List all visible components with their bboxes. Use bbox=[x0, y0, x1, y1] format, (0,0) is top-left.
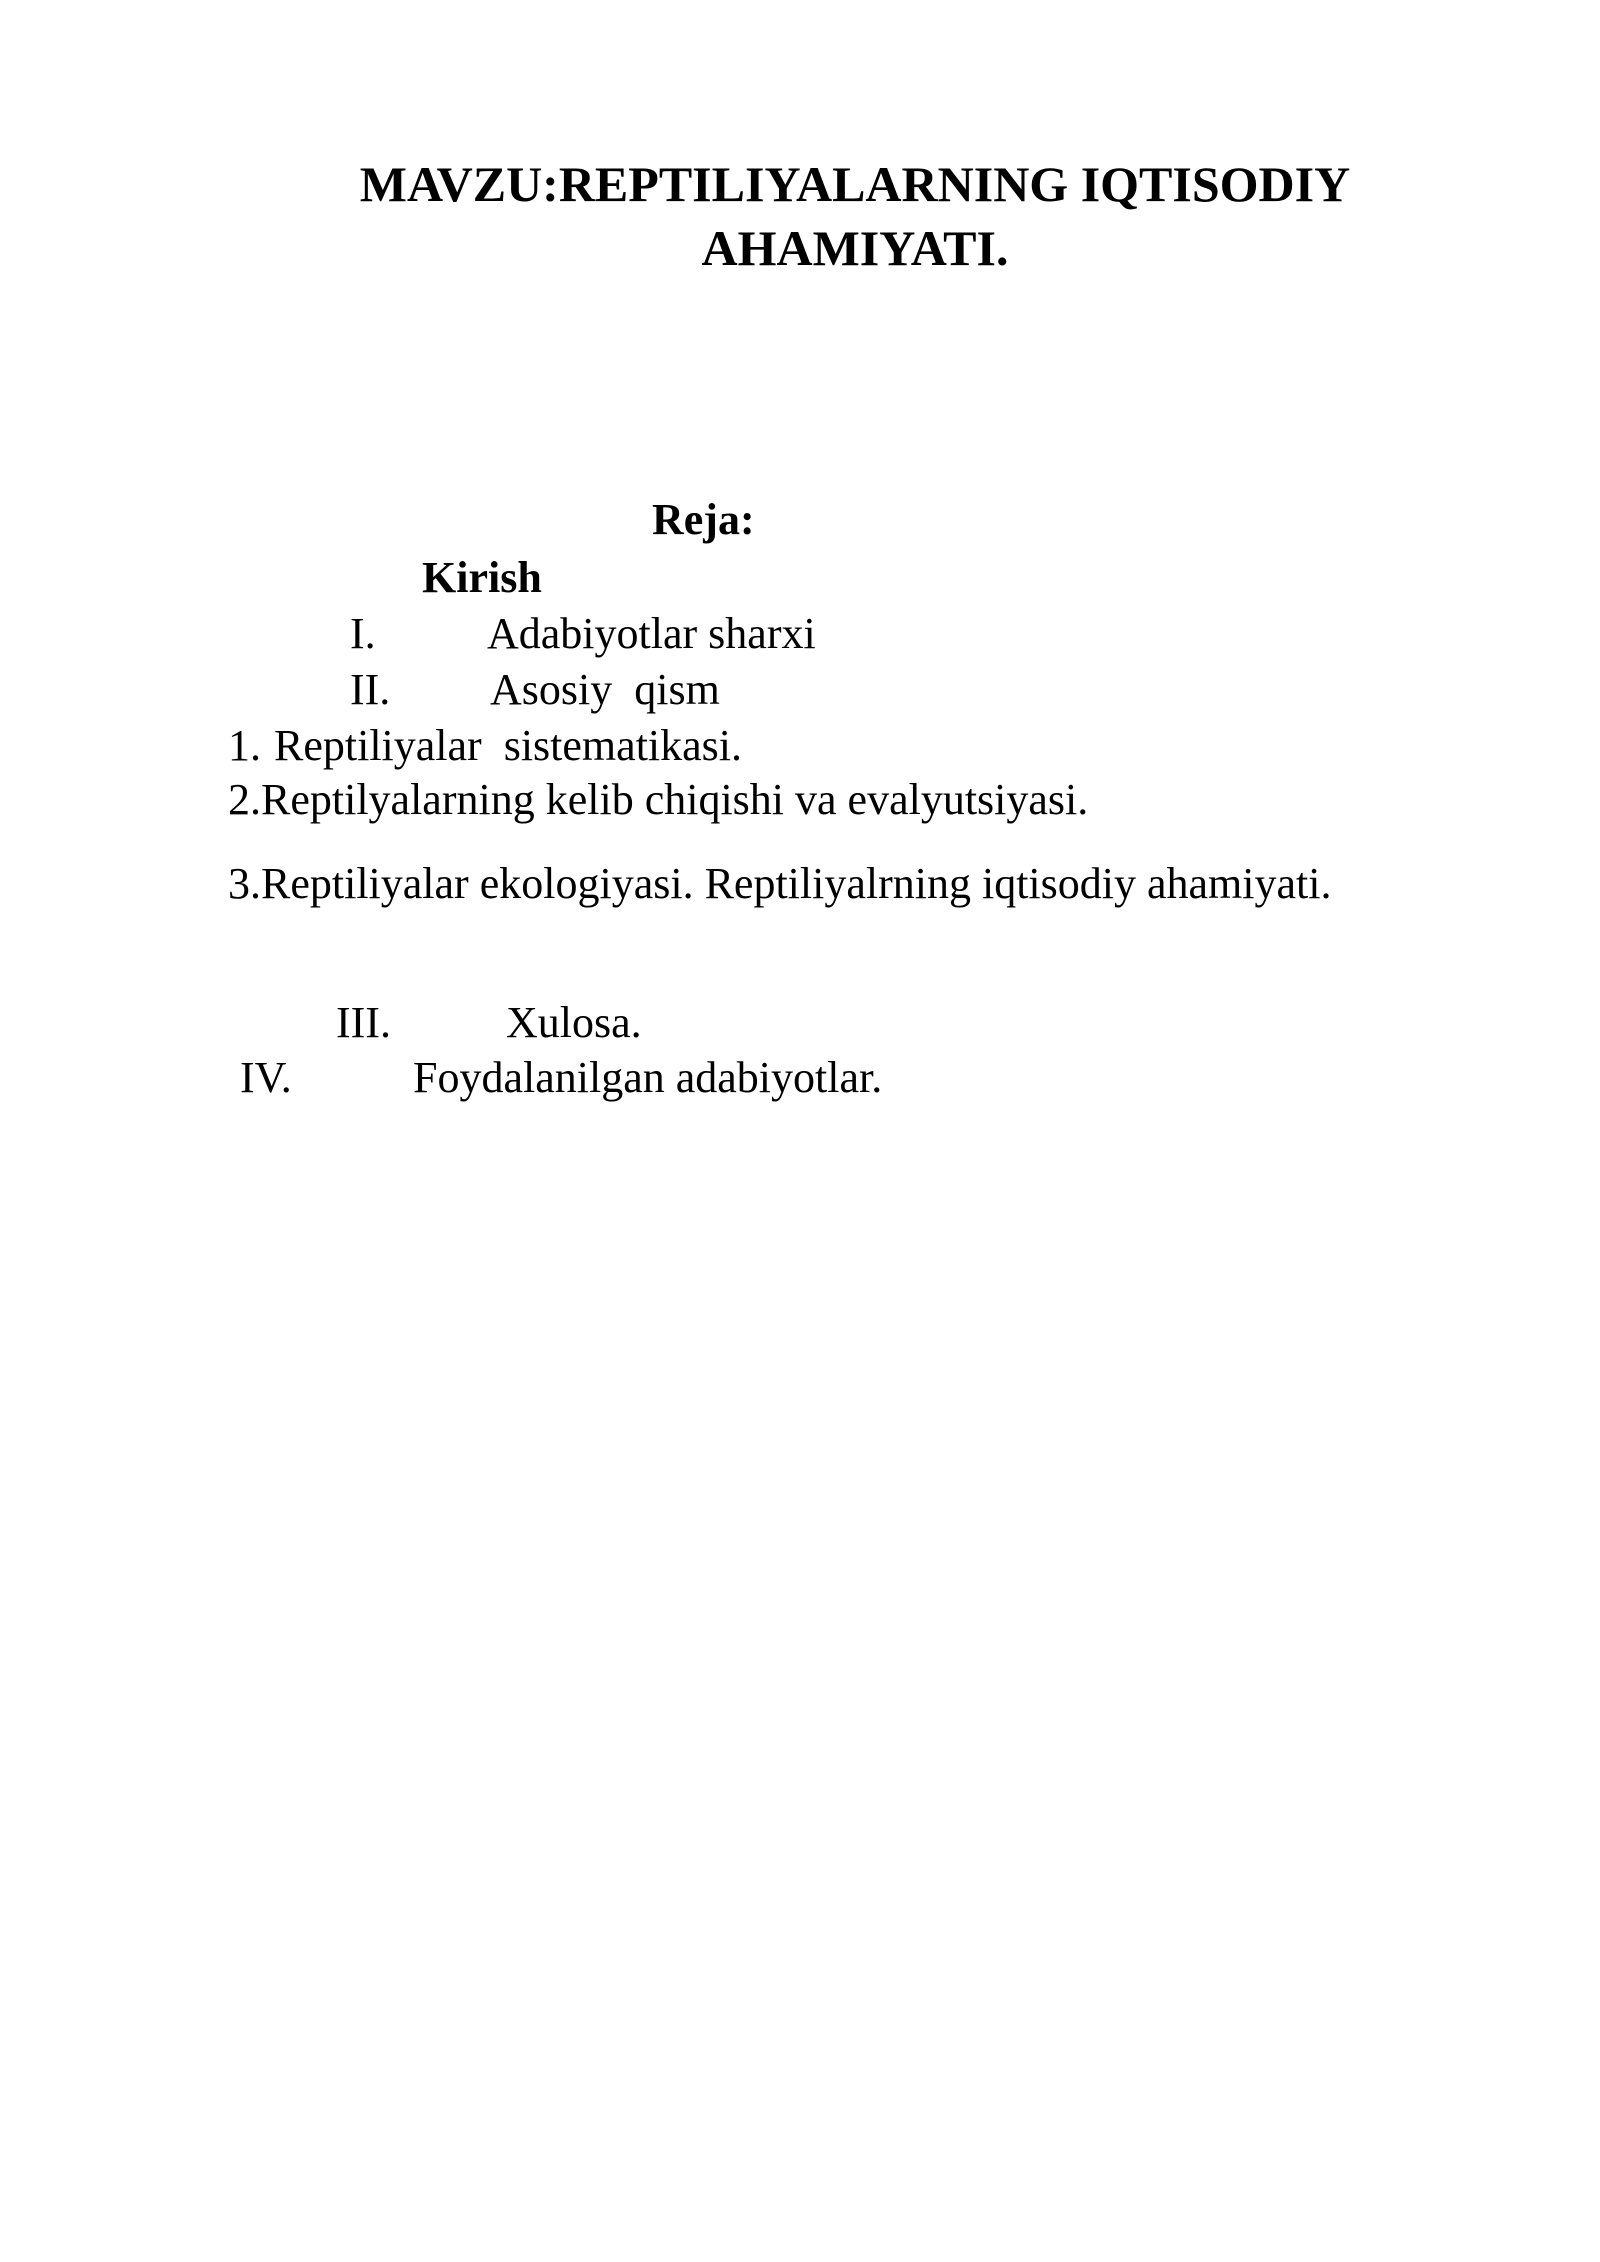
section-4-text: Foydalanilgan adabiyotlar. bbox=[413, 1053, 883, 1102]
section-4-number: IV. bbox=[240, 1053, 292, 1102]
section-1-text: Adabiyotlar sharxi bbox=[487, 609, 816, 658]
item-1-text: Reptiliyalar sistematikasi. bbox=[274, 721, 743, 770]
title-line-2: AHAMIYATI. bbox=[701, 220, 1009, 276]
plan-heading: Reja: bbox=[652, 495, 755, 544]
section-3-text: Xulosa. bbox=[506, 998, 642, 1047]
section-1-number: I. bbox=[350, 609, 376, 658]
section-3-number: III. bbox=[336, 998, 391, 1047]
document-title bbox=[300, 152, 1410, 280]
item-2: 2.Reptilyalarning kelib chiqishi va evalyutsiyasi. bbox=[228, 775, 1089, 824]
section-2-text: Asosiy qism bbox=[490, 665, 720, 714]
intro-item: Kirish bbox=[422, 553, 542, 602]
item-1-number: 1. bbox=[228, 721, 261, 770]
item-3: 3.Reptiliyalar ekologiyasi. Reptiliyalrning iqtisodiy ahamiyati. bbox=[228, 859, 1332, 908]
title-line-1: MAVZU:REPTILIYALARNING IQTISODIY bbox=[359, 156, 1351, 212]
section-2-number: II. bbox=[350, 665, 391, 714]
